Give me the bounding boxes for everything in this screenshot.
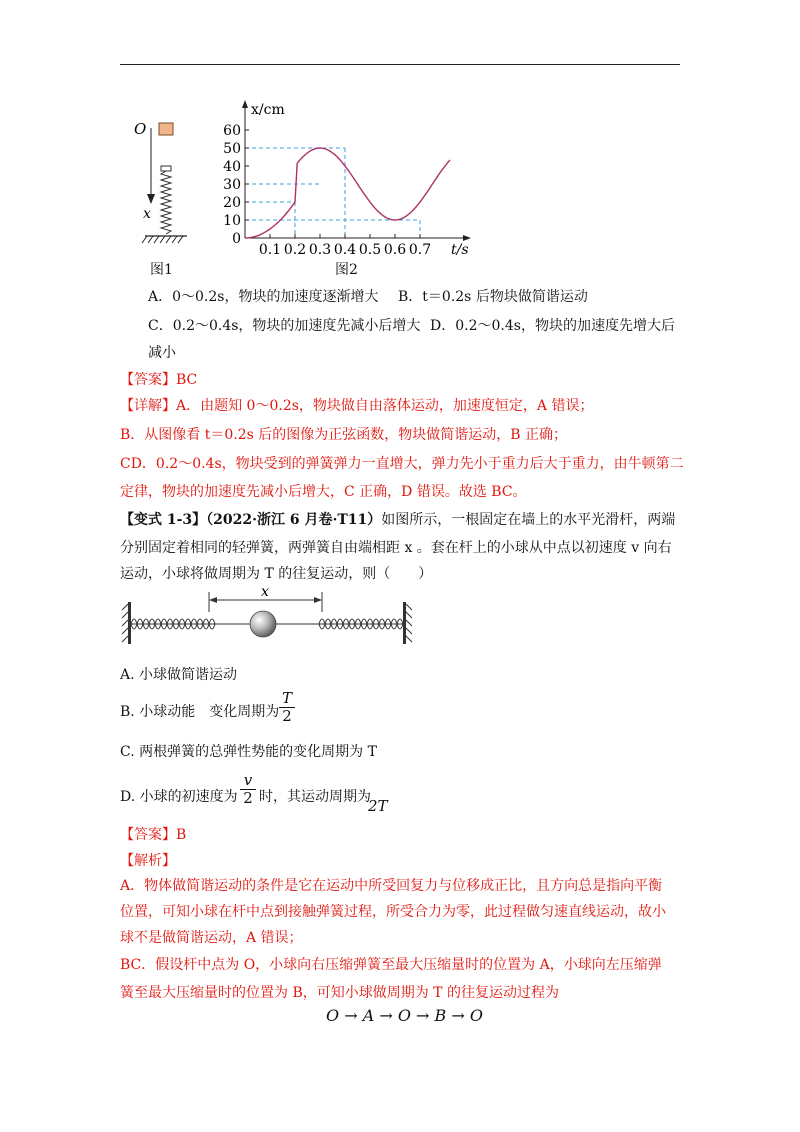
q1-option-a: A．0～0.2s，物块的加速度逐渐增大 [148,289,379,305]
q2-option-d-suffix: 时，其运动周期为 [259,789,371,805]
right-wall [403,602,406,644]
x-tick-label: 0.2 [283,242,307,258]
q2-analysis-line1: A．物体做简谐运动的条件是它在运动中所受回复力与位移成正比，且方向总是指向平衡 [120,878,663,894]
figure2-y-axis-label: x/cm [251,102,285,118]
y-tick-label: 0 [232,231,241,247]
q1-analysis-line2: B．从图像看 t＝0.2s 后的图像为正弦函数，物块做简谐运动，B 正确； [120,427,568,443]
x-tick-label: 0.6 [383,242,407,258]
q2-rod-spring-figure [125,586,410,656]
q2-option-c: C. 两根弹簧的总弹性势能的变化周期为 T [120,744,377,760]
x-tick-label: 0.7 [408,242,432,258]
figure1-origin-label: O [134,120,147,138]
q2-option-b-num: T [281,689,292,707]
q1-answer: 【答案】BC [120,372,198,388]
figure2-x-axis-label: t/s [451,242,469,258]
distance-label: x [261,584,269,600]
y-tick-label: 30 [223,177,241,193]
q2-stem-line2: 分别固定着相同的轻弹簧，两弹簧自由端相距 x 。套在杆上的小球从中点以初速度 v 向右 [120,540,672,556]
q1-option-d-cont: 减小 [148,345,176,361]
figure1-spring [161,171,171,234]
y-tick-label: 20 [223,195,241,211]
q2-equation: O → A → O → B → O [326,1006,483,1025]
q2-header-tag: 【变式 1-3】 [120,512,207,528]
q2-option-a: A. 小球做简谐运动 [120,667,238,683]
figure1-spring-diagram [125,110,195,250]
figure1-block [159,123,173,135]
q2-option-d-period: 2T [368,797,388,815]
figure1-caption: 图1 [150,262,173,278]
y-tick-label: 50 [223,141,241,157]
q2-option-b-fraction [279,690,295,725]
x-tick-label: 0.4 [333,242,357,258]
q2-option-b-text: B. 小球动能 变化周期为 [120,704,280,720]
q2-option-d-text: D. 小球的初速度为 [120,789,238,805]
q2-option-d [120,787,238,807]
q2-option-d-den: 2 [240,789,256,807]
q2-header-source: （2022·浙江 6 月卷·T11） [206,512,382,528]
x-tick-label: 0.3 [308,242,332,258]
q2-analysis-line2: 位置，可知小球在杆中点到接触弹簧过程，所受合力为零，此过程做匀速直线运动，故小 [120,904,666,920]
figure2-caption: 图2 [335,262,358,278]
figure1-axis-label: x [143,206,151,222]
header-rule [120,64,680,65]
q2-analysis-line5: 簧至最大压缩量时的位置为 B，可知小球做周期为 T 的往复运动过程为 [120,985,559,1001]
y-tick-label: 10 [223,213,241,229]
q1-option-d: D．0.2～0.4s，物块的加速度先增大后 [430,318,675,334]
q1-analysis-line1: 【详解】A．由题知 0～0.2s，物块做自由落体运动，加速度恒定，A 错误； [120,398,594,414]
left-wall [128,602,131,644]
q2-analysis-label: 【解析】 [120,853,176,869]
x-tick-label: 0.1 [258,242,282,258]
y-tick-label: 60 [223,123,241,139]
q2-option-d-fraction [240,772,256,807]
figure2-curve [245,148,450,238]
q2-analysis-line3: 球不是做简谐运动，A 错误； [120,930,303,946]
q2-answer: 【答案】B [120,827,187,843]
q1-option-b: B．t＝0.2s 后物块做简谐运动 [398,289,588,305]
x-tick-label: 0.5 [358,242,382,258]
q2-stem-line1: 如图所示，一根固定在墙上的水平光滑杆，两端 [381,512,676,528]
figure2-graph [225,98,480,258]
q2-header [120,510,675,530]
q2-option-b [120,702,279,722]
q2-analysis-line4: BC．假设杆中点为 O，小球向右压缩弹簧至最大压缩量时的位置为 A，小球向左压缩弹 [120,957,662,973]
q1-analysis-line3: CD．0.2～0.4s，物块受到的弹簧弹力一直增大，弹力先小于重力后大于重力，由牛顿第二 [120,456,684,472]
q1-analysis-line4: 定律，物块的加速度先减小后增大，C 正确，D 错误。故选 BC。 [120,484,527,500]
q2-option-b-den: 2 [279,707,295,725]
q2-option-d-num: v [243,771,253,789]
q1-option-c: C．0.2～0.4s，物块的加速度先减小后增大 [148,318,421,334]
y-tick-label: 40 [223,159,241,175]
ball [250,611,276,637]
q2-stem-line3: 运动，小球将做周期为 T 的往复运动，则（ ） [120,566,433,582]
